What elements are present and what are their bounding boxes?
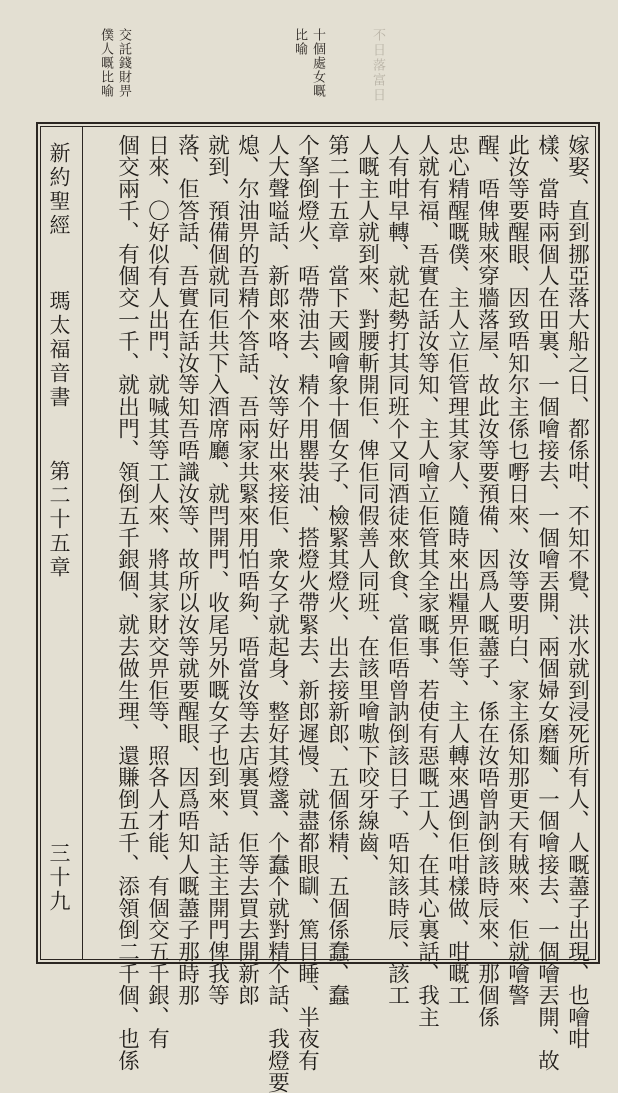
- text-column: 落、佢答話、吾實在話汝等知吾唔識汝等、故所以汝等就要醒眼、因爲唔知人嘅藎子那時那: [174, 134, 200, 1006]
- text-column: 此汝等要醒眼、因致唔知尔主係乜嘢日來、汝等要明白、家主係知那更天有賊來、佢就噲警: [504, 134, 530, 1006]
- gospel-title: 瑪太福音書: [47, 290, 71, 410]
- header-column-divider: [82, 126, 83, 960]
- margin-note: 十個處女嘅: [310, 28, 325, 98]
- faded-stamp: 不日落富日: [370, 28, 385, 103]
- chapter-start-column: 第二十五章 當下天國噲象十個女子、檢緊其燈火、出去接新郎、五個係精、五個係蠢、蠢: [324, 134, 350, 1006]
- text-column: 嫁娶、直到挪亞落大船之日、都係咁、不知不覺、洪水就到浸死所有人、人嘅藎子出現、也噲咁: [564, 134, 590, 1050]
- text-column: 人嘅主人就到來、對腰斬開佢、俾佢同假善人同班、在該里噲嗷下咬牙線齒、: [354, 134, 380, 876]
- text-column: 就到、預備個就同佢共下入酒席廳、就閂開門、收尾另外嘅女子也到來、話主主開門俾我等: [204, 134, 230, 1006]
- text-column: 人有咁早轉、就起勢打其同班个又同酒徒來飲食、當佢唔曾訥倒該日子、唔知該時辰、該工: [384, 134, 410, 1006]
- text-column: 熄、尔油畀的吾精个答話、吾兩家共緊來用怕唔夠、唔當汝等去店裏買、佢等去買去開新郎: [234, 134, 260, 1006]
- text-column: 个拏倒燈火、唔帶油去、精个用罌裝油、搭燈火帶緊去、新郎遲慢、就盡都眼瞓、篤目睡、半夜有: [294, 134, 320, 1072]
- text-column: 忠心精醒嘅僕、主人立佢管理其家人、隨時來出糧畀佢等、主人轉來遇倒佢咁樣做、咁嘅工: [444, 134, 470, 1006]
- margin-note: 僕人嘅比喻: [98, 28, 113, 98]
- text-column: 樣、當時兩個人在田裏、一個噲接去、一個噲丟開、兩個婦女磨麵、一個噲接去、一個噲丟開、故: [534, 134, 560, 1072]
- chapter-label: 第二十五章: [47, 460, 71, 580]
- text-column: 個交兩千、有個交一千、就出門、領倒五千銀個、就去做生理、還賺倒五千、添領倒二千個、也係: [114, 134, 140, 1072]
- text-column: 人大聲嗌話、新郎來咯、汝等好出來接佢、衆女子就起身、整好其燈盞、个蠢个就對精个話、我燈要: [264, 134, 290, 1093]
- book-title: 新約聖經: [47, 142, 71, 238]
- text-column: 人就有福、吾實在話汝等知、主人噲立佢管其全家嘅事、若使有惡嘅工人、在其心裏話、我主: [414, 134, 440, 1028]
- margin-note: 比喻: [292, 28, 307, 56]
- page-number: 三十九: [47, 842, 71, 914]
- margin-note: 交託錢財畀: [116, 28, 131, 98]
- text-column: 醒、唔俾賊來穿牆落屋、故此汝等要預備、因爲人嘅藎子、係在汝唔曾訥倒該時辰來、那個係: [474, 134, 500, 1028]
- text-column: 日來、〇好似有人出門、就喊其等工人來、將其家財交畀佢等、照各人才能、有個交五千銀、有: [144, 134, 170, 1050]
